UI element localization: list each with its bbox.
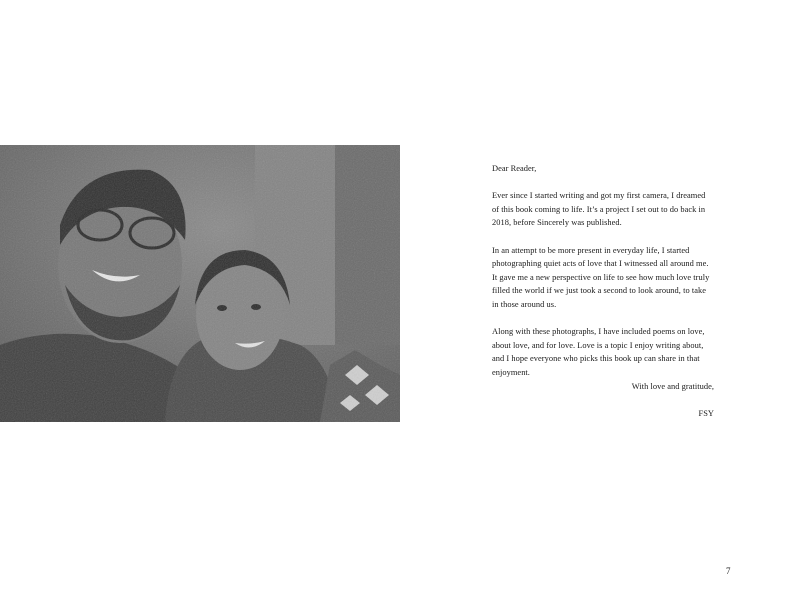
- letter-greeting: Dear Reader,: [492, 164, 537, 173]
- letter-paragraph-1: Ever since I started writing and got my first camera, I dreamed of this book coming to life. It’s a project I set out to do back in 2018, before Sincerely was published.: [492, 191, 706, 228]
- couple-photograph: [0, 145, 400, 422]
- letter-paragraph-3: Along with these photographs, I have included poems on love, about love, and for love. Love is a topic I enjoy writing about, and I hope everyone who picks this book up can share in that enjoyment.: [492, 327, 705, 377]
- letter-paragraph-2: In an attempt to be more present in everyday life, I started photographing quiet acts of love that I witnessed all around me. It gave me a new perspective on life to see how much love truly filled the world if we just took a second to look around, to take in those around us.: [492, 245, 710, 309]
- photograph-illustration: [0, 145, 400, 422]
- letter-signature: FSY: [698, 408, 714, 418]
- letter-to-reader: [492, 162, 714, 434]
- letter-closing: With love and gratitude,: [631, 381, 714, 391]
- page-number: 7: [726, 566, 731, 576]
